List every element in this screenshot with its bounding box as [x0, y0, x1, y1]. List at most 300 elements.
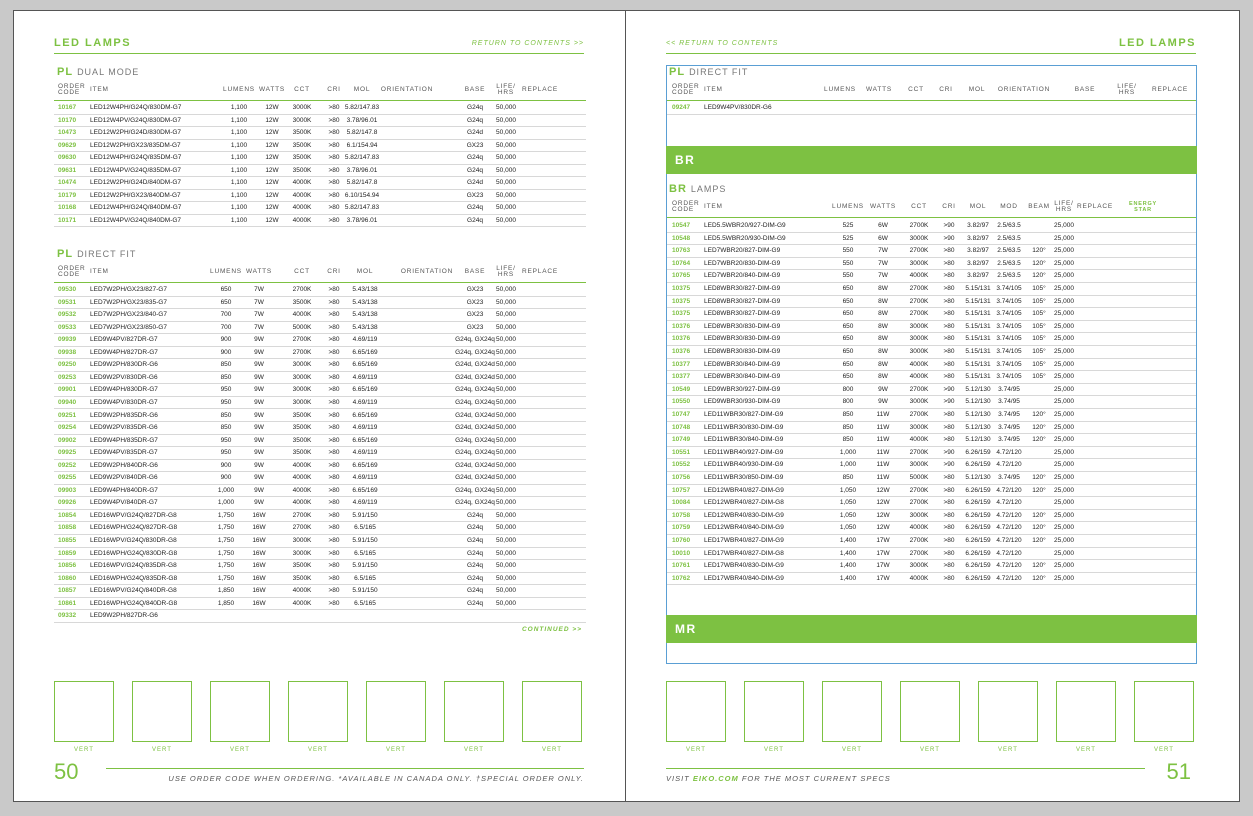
- cell: 3000K: [292, 398, 312, 406]
- order-code[interactable]: 10377: [672, 360, 691, 368]
- cell: 6.26/159: [965, 499, 991, 507]
- order-code[interactable]: 09902: [58, 436, 77, 444]
- order-code[interactable]: 10552: [672, 461, 691, 469]
- cell: 900: [220, 461, 232, 469]
- cell: 3000K: [909, 259, 929, 267]
- cell: 900: [220, 336, 232, 344]
- cell: 7W: [878, 259, 888, 267]
- cell: 1,000: [839, 448, 857, 456]
- cell: G24q, GX24q: [455, 386, 495, 394]
- eiko-website-link[interactable]: EIKO.COM: [692, 774, 739, 783]
- vert-label: VERT: [152, 747, 172, 753]
- cell: 2700K: [909, 411, 929, 418]
- cell: >90: [943, 448, 955, 456]
- cell: 2700K: [909, 297, 929, 305]
- cell: LED9W4PV/827DR-G7: [90, 336, 158, 344]
- cell: 12W: [265, 216, 279, 224]
- cell: 5.15/131: [965, 297, 991, 305]
- cell: >80: [943, 524, 955, 532]
- cell: 4000K: [292, 486, 312, 494]
- lamp-photo-box: [132, 681, 192, 742]
- order-code[interactable]: 10756: [672, 474, 691, 481]
- cell: 4000K: [292, 587, 312, 595]
- cell: LED8WBR30/827-DIM-G9: [704, 310, 781, 318]
- cell: 8W: [878, 285, 888, 292]
- cell: 8W: [878, 373, 888, 381]
- vert-label: VERT: [386, 747, 406, 753]
- br-band-label: BR: [675, 153, 696, 167]
- cell: 25,000: [1054, 448, 1074, 456]
- cell: 6W: [878, 234, 888, 242]
- cell: 50,000: [496, 311, 516, 319]
- cell: 5.15/131: [965, 335, 991, 343]
- cell: 2700K: [292, 348, 312, 356]
- table-row: [54, 435, 586, 448]
- cell: 50,000: [496, 336, 516, 344]
- column-header-ordercode: ORDER CODE: [58, 83, 86, 96]
- order-code[interactable]: 09629: [58, 141, 77, 149]
- cell: 9W: [254, 461, 264, 469]
- order-code[interactable]: 10084: [672, 499, 691, 507]
- order-code[interactable]: 09901: [58, 386, 77, 394]
- cell: 6.5/165: [354, 524, 376, 532]
- cell: LED17WBR40/827-DIM-G8: [704, 549, 784, 557]
- cell: >80: [328, 511, 340, 519]
- cell: GX23: [466, 323, 484, 331]
- section-prefix: PL: [669, 66, 686, 78]
- cell: 50,000: [496, 298, 516, 306]
- cell: 700: [220, 323, 232, 331]
- cell: 3000K: [292, 549, 312, 557]
- cell: 3500K: [292, 562, 312, 570]
- cell: 8W: [878, 348, 888, 355]
- cell: LED16WPV/G24Q/830DR-G8: [90, 537, 177, 544]
- cell: LED12WBR40/827-DIM-G8: [704, 499, 784, 507]
- order-code[interactable]: 09939: [58, 336, 77, 344]
- cell: >80: [943, 373, 955, 381]
- cell: >80: [328, 424, 340, 432]
- cell: LED9WBR30/927-DIM-G9: [704, 385, 781, 393]
- cell: 3.74/105: [996, 310, 1022, 318]
- cell: LED16WPH/G24Q/835DR-G8: [90, 574, 178, 582]
- cell: 525: [842, 222, 854, 229]
- cell: G24q, GX24q: [455, 348, 495, 356]
- table-row: [54, 372, 586, 385]
- order-code[interactable]: 10375: [672, 310, 691, 318]
- cell: LED8WBR30/827-DIM-G9: [704, 297, 781, 305]
- order-code[interactable]: 10854: [58, 511, 77, 519]
- order-code[interactable]: 09938: [58, 348, 77, 356]
- cell: >80: [943, 360, 955, 368]
- order-code[interactable]: 10765: [672, 272, 691, 280]
- cell: 25,000: [1054, 222, 1074, 229]
- column-header: [667, 201, 1196, 217]
- cell: 4.69/119: [352, 373, 378, 381]
- cell: LED16WPV/G24Q/840DR-G8: [90, 587, 177, 595]
- cell: 9W: [254, 398, 264, 406]
- order-code[interactable]: 10547: [672, 222, 691, 229]
- table-row: [54, 127, 586, 140]
- cell: >80: [328, 336, 340, 344]
- order-code[interactable]: 10748: [672, 423, 691, 431]
- header-rule: [667, 100, 1196, 101]
- order-code[interactable]: 09254: [58, 424, 77, 432]
- cell: 12W: [265, 116, 279, 124]
- cell: 50,000: [496, 154, 516, 161]
- order-code[interactable]: 10763: [672, 247, 691, 255]
- cell: 16W: [252, 511, 266, 519]
- cell: 120°: [1032, 562, 1046, 570]
- order-code[interactable]: 10179: [58, 191, 77, 199]
- cell: >80: [943, 574, 955, 582]
- table-row: [54, 497, 586, 510]
- order-code[interactable]: 10855: [58, 537, 77, 544]
- cell: 1,000: [217, 499, 235, 507]
- cell: 12W: [265, 154, 279, 161]
- cell: >80: [943, 562, 955, 570]
- cell: 4.69/119: [352, 424, 378, 432]
- table-row: [667, 459, 1196, 472]
- order-code[interactable]: 09940: [58, 398, 77, 406]
- cell: 4000K: [292, 474, 312, 482]
- cell: 3.74/105: [996, 373, 1022, 381]
- table-row: [54, 522, 586, 535]
- cell: 4000K: [909, 373, 929, 381]
- cell: 8W: [878, 297, 888, 305]
- cell: LED11WBR30/840-DIM-G9: [704, 436, 784, 444]
- lamp-photo-box: [54, 681, 114, 742]
- column-header-mol: MOL: [969, 203, 987, 210]
- cell: 3.74/105: [996, 285, 1022, 292]
- order-code[interactable]: 10010: [672, 549, 691, 557]
- order-code[interactable]: 10858: [58, 524, 77, 532]
- cell: 5000K: [292, 323, 312, 331]
- cell: 1,100: [230, 154, 248, 161]
- cell: >80: [328, 116, 340, 124]
- table-row: [667, 220, 1196, 233]
- cell: 50,000: [496, 499, 516, 507]
- order-code[interactable]: 10549: [672, 385, 691, 393]
- cell: >80: [943, 499, 955, 507]
- cell: 7W: [254, 286, 264, 293]
- cell: >80: [328, 524, 340, 532]
- order-code[interactable]: 10170: [58, 116, 77, 124]
- column-header-cri: CRI: [939, 86, 953, 93]
- cell: 3.74/105: [996, 348, 1022, 355]
- cell: 6.26/159: [965, 448, 991, 456]
- order-code[interactable]: 10857: [58, 587, 77, 595]
- cell: 50,000: [496, 179, 516, 186]
- cell: LED16WPV/G24Q/835DR-G8: [90, 562, 177, 570]
- cell: 4000K: [292, 461, 312, 469]
- cell: 3.74/105: [996, 322, 1022, 330]
- cell: 6.26/159: [965, 537, 991, 544]
- cell: 50,000: [496, 116, 516, 124]
- cell: 11W: [876, 461, 890, 469]
- cell: 6.26/159: [965, 511, 991, 519]
- order-code[interactable]: 10548: [672, 234, 691, 242]
- cell: G24d, GX24d: [455, 424, 495, 432]
- column-header-cct: CCT: [908, 86, 924, 93]
- cell: 3500K: [292, 129, 312, 136]
- order-code[interactable]: 10764: [672, 259, 691, 267]
- cell: 9W: [878, 398, 888, 406]
- cell: G24q, GX24q: [455, 336, 495, 344]
- cell: 50,000: [496, 562, 516, 570]
- order-code[interactable]: 09926: [58, 499, 77, 507]
- section-name: DUAL MODE: [77, 67, 140, 77]
- order-code[interactable]: 10749: [672, 436, 691, 444]
- order-code[interactable]: 10758: [672, 511, 691, 519]
- cell: 50,000: [496, 386, 516, 394]
- cell: 3.78/96.01: [346, 216, 378, 224]
- table-row: [667, 396, 1196, 409]
- cell: 50,000: [496, 323, 516, 331]
- cell: LED11WBR30/830-DIM-G9: [704, 423, 784, 431]
- order-code[interactable]: 10761: [672, 562, 691, 570]
- column-header-ordercode: ORDER CODE: [672, 200, 700, 213]
- column-header-item: ITEM: [90, 86, 109, 93]
- order-code[interactable]: 09252: [58, 461, 77, 469]
- cell: 5.43/138: [352, 323, 378, 331]
- cell: 550: [842, 259, 854, 267]
- catalog-page-left: [13, 10, 626, 802]
- order-code[interactable]: 09925: [58, 449, 77, 457]
- order-code[interactable]: 09251: [58, 411, 77, 419]
- table-row: [54, 102, 586, 115]
- order-code[interactable]: 10375: [672, 285, 691, 292]
- cell: 2.5/63.5: [997, 234, 1021, 242]
- column-header-ordercode: ORDER CODE: [58, 265, 86, 278]
- cell: >80: [328, 587, 340, 595]
- cell: 50,000: [496, 141, 516, 149]
- order-code[interactable]: 10376: [672, 348, 691, 355]
- order-code[interactable]: 09332: [58, 612, 77, 620]
- cell: LED9W4PV/830DR-G6: [704, 104, 772, 111]
- cell: 25,000: [1054, 524, 1074, 532]
- cell: LED12W4PH/G24Q/840DM-G7: [90, 204, 182, 211]
- order-code[interactable]: 10473: [58, 129, 77, 136]
- cell: 9W: [254, 474, 264, 482]
- vert-label: VERT: [308, 747, 328, 753]
- cell: 3.74/105: [996, 335, 1022, 343]
- table-row: [667, 346, 1196, 359]
- order-code[interactable]: 10375: [672, 297, 691, 305]
- cell: G24q: [467, 154, 483, 161]
- cell: LED12W2PH/G24D/840DM-G7: [90, 179, 182, 186]
- order-code[interactable]: 09630: [58, 154, 77, 161]
- table-row: [54, 384, 586, 397]
- cell: 50,000: [496, 449, 516, 457]
- column-header-mol: MOL: [353, 86, 371, 93]
- cell: LED12W4PH/G24Q/835DM-G7: [90, 154, 182, 161]
- cell: LED9W4PV/835DR-G7: [90, 449, 158, 457]
- cell: 3.78/96.01: [346, 116, 378, 124]
- header-rule: [54, 282, 586, 283]
- cell: LED8WBR30/830-DIM-G9: [704, 322, 781, 330]
- order-code[interactable]: 10167: [58, 104, 77, 111]
- cell: 11W: [876, 474, 890, 481]
- order-code[interactable]: 10759: [672, 524, 691, 532]
- cell: 50,000: [496, 461, 516, 469]
- order-code[interactable]: 09631: [58, 166, 77, 174]
- cell: 6.5/165: [354, 599, 376, 607]
- cell: 2700K: [909, 549, 929, 557]
- cell: 9W: [254, 373, 264, 381]
- order-code[interactable]: 10551: [672, 448, 691, 456]
- cell: 1,750: [217, 524, 235, 532]
- cell: 7W: [254, 311, 264, 319]
- cell: >90: [943, 222, 955, 229]
- order-code[interactable]: 09532: [58, 311, 77, 319]
- cell: LED12W4PV/G24Q/830DM-G7: [90, 116, 182, 124]
- order-code[interactable]: 09533: [58, 323, 77, 331]
- table-row: [667, 384, 1196, 397]
- cell: 50,000: [496, 361, 516, 369]
- cell: 3500K: [292, 411, 312, 419]
- order-code[interactable]: 09530: [58, 286, 77, 293]
- cell: LED16WPH/G24Q/830DR-G8: [90, 549, 178, 557]
- order-code[interactable]: 10376: [672, 335, 691, 343]
- cell: 1,100: [230, 141, 248, 149]
- cell: G24q: [467, 537, 483, 544]
- table-row: [54, 202, 586, 215]
- cell: 4.72/120: [996, 537, 1022, 544]
- cell: 1,000: [217, 486, 235, 494]
- order-code[interactable]: 10550: [672, 398, 691, 406]
- cell: 850: [842, 436, 854, 444]
- order-code[interactable]: 10856: [58, 562, 77, 570]
- cell: 50,000: [496, 424, 516, 432]
- cell: 5.12/130: [965, 423, 991, 431]
- cell: 4.72/120: [996, 524, 1022, 532]
- order-code[interactable]: 10377: [672, 373, 691, 381]
- order-code[interactable]: 09253: [58, 373, 77, 381]
- order-code[interactable]: 10859: [58, 549, 77, 557]
- cell: 5.15/131: [965, 373, 991, 381]
- cell: 4.69/119: [352, 499, 378, 507]
- cell: LED11WBR30/827-DIM-G9: [704, 411, 784, 418]
- cell: G24q: [467, 216, 483, 224]
- vert-label: VERT: [542, 747, 562, 753]
- order-code[interactable]: 10762: [672, 574, 691, 582]
- cell: 5.12/130: [965, 398, 991, 406]
- cell: LED12W2PH/GX23/840DM-G7: [90, 191, 181, 199]
- cell: 6.26/159: [965, 562, 991, 570]
- cell: G24q, GX24q: [455, 449, 495, 457]
- cell: LED16WPV/G24Q/827DR-G8: [90, 511, 177, 519]
- cell: 120°: [1032, 474, 1046, 481]
- cell: 17W: [876, 562, 890, 570]
- cell: 6.26/159: [965, 486, 991, 494]
- cell: 9W: [254, 424, 264, 432]
- cell: G24d, GX24d: [455, 361, 495, 369]
- column-header-lifehrs: LIFE/ HRS: [1117, 83, 1137, 96]
- column-header-lumens: LUMENS: [824, 86, 856, 93]
- order-code[interactable]: 09255: [58, 474, 77, 482]
- vert-label: VERT: [842, 747, 862, 753]
- table-row: [667, 535, 1196, 548]
- cell: >80: [328, 386, 340, 394]
- cell: >80: [328, 154, 340, 161]
- cell: 850: [842, 423, 854, 431]
- cell: 3000K: [292, 373, 312, 381]
- table-row: [667, 359, 1196, 372]
- order-code[interactable]: 09531: [58, 298, 77, 306]
- table-row: [54, 165, 586, 178]
- cell: 9W: [254, 449, 264, 457]
- return-to-contents-link[interactable]: << RETURN TO CONTENTS: [666, 40, 779, 47]
- cell: 16W: [252, 599, 266, 607]
- cell: 5.91/150: [352, 587, 378, 595]
- cell: 3.74/95: [998, 385, 1020, 393]
- order-code[interactable]: 10171: [58, 216, 77, 224]
- cell: 950: [220, 398, 232, 406]
- cell: 3.82/97: [967, 247, 989, 255]
- order-code[interactable]: 10860: [58, 574, 77, 582]
- table-row: [667, 333, 1196, 346]
- cell: 2700K: [909, 310, 929, 318]
- cell: 17W: [876, 574, 890, 582]
- order-code[interactable]: 10168: [58, 204, 77, 211]
- order-code[interactable]: 10760: [672, 537, 691, 544]
- table-row: [54, 359, 586, 372]
- table-row: [54, 177, 586, 190]
- cell: 1,050: [839, 511, 857, 519]
- cell: 3000K: [909, 423, 929, 431]
- table-row: [667, 283, 1196, 296]
- cell: 5.43/138: [352, 286, 378, 293]
- order-code[interactable]: 10747: [672, 411, 691, 418]
- cell: 4.69/119: [352, 449, 378, 457]
- order-code[interactable]: 10474: [58, 179, 77, 186]
- footer-rule: [666, 768, 1145, 769]
- cell: 1,050: [839, 499, 857, 507]
- cell: 3000K: [909, 511, 929, 519]
- table-row: [54, 297, 586, 310]
- order-code[interactable]: 09247: [672, 104, 691, 111]
- footer-note: [666, 774, 891, 783]
- order-code[interactable]: 10861: [58, 599, 77, 607]
- order-code[interactable]: 09903: [58, 486, 77, 494]
- cell: >80: [328, 474, 340, 482]
- cell: 3500K: [292, 141, 312, 149]
- cell: >80: [943, 537, 955, 544]
- cell: 2700K: [909, 247, 929, 255]
- cell: 5.82/147.83: [344, 104, 380, 111]
- continued-link[interactable]: CONTINUED >>: [521, 626, 582, 633]
- cell: G24d, GX24d: [455, 411, 495, 419]
- cell: 9W: [254, 336, 264, 344]
- cell: LED7W2PH/GX23/835-G7: [90, 298, 167, 306]
- return-to-contents-link[interactable]: RETURN TO CONTENTS >>: [471, 40, 584, 47]
- order-code[interactable]: 10757: [672, 486, 691, 494]
- cell: 120°: [1032, 272, 1046, 280]
- table-row: [54, 410, 586, 423]
- cell: 50,000: [496, 216, 516, 224]
- order-code[interactable]: 10376: [672, 322, 691, 330]
- cell: G24q, GX24q: [455, 398, 495, 406]
- cell: 3000K: [909, 461, 929, 469]
- cell: 120°: [1032, 247, 1046, 255]
- section-title: [57, 248, 136, 260]
- order-code[interactable]: 09250: [58, 361, 77, 369]
- column-header-mol: MOL: [968, 86, 986, 93]
- cell: LED17WBR40/830-DIM-G9: [704, 562, 784, 570]
- cell: 700: [220, 311, 232, 319]
- cell: 3.74/95: [998, 411, 1020, 418]
- cell: 50,000: [496, 191, 516, 199]
